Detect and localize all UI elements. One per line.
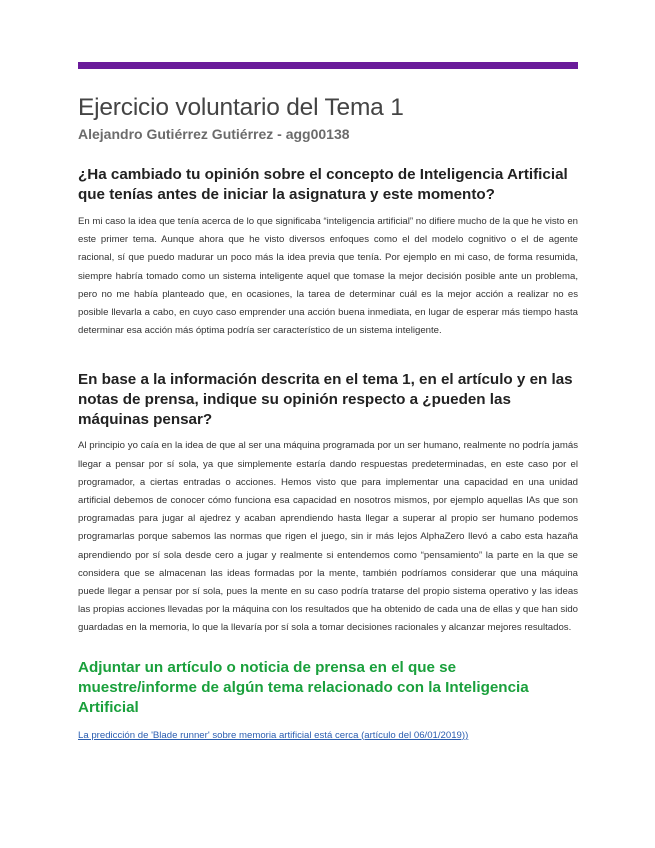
section-heading-3: Adjuntar un artículo o noticia de prensa en el que se muestre/informe de algún tema relacionado con la Inteligencia Artificial (78, 658, 529, 716)
section-body-1: En mi caso la idea que tenía acerca de lo que significaba “inteligencia artificial” no difiere mucho de la que he visto en este primer tema. Aunque ahora que he visto diversos enfoques como el del modelo cognitivo o el de agente racional, sí que puedo madurar un poco más la idea previa que tenía. Por ejemplo en mi caso, de forma resumida, siempre habría tomado como un sistema inteligente aquel que tomase la mejor decisión posible ante un problema, pero no me había planteado que, en ocasiones, la tarea de determinar cuál es la mejor acción a realizar no es posible llevarla a cabo, en cuyo caso emprender una acción buena inmediata, en lugar de esperar más tiempo hasta determinar esa acción más óptima podría ser característico de un sistema inteligente. (78, 216, 578, 337)
author-line: Alejandro Gutiérrez Gutiérrez - agg00138 (78, 126, 350, 142)
article-link[interactable]: La predicción de 'Blade runner' sobre memoria artificial está cerca (artículo del 06/01/2019)) (78, 729, 469, 741)
page-title: Ejercicio voluntario del Tema 1 (78, 94, 404, 121)
document-page (78, 62, 578, 743)
section-heading-2: En base a la información descrita en el tema 1, en el artículo y en las notas de prensa, indique su opinión respecto a ¿pueden las máquinas pensar? (78, 371, 573, 429)
section-body-2: Al principio yo caía en la idea de que al ser una máquina programada por un ser humano, realmente no podría jamás llegar a pensar por sí sola, ya que simplemente estaría dando respuestas predeterminadas, en este caso por el programador, a ciertas entradas o acciones. Hemos visto que para implementar una capacidad en una unidad artificial debemos de conocer cómo funciona esa capacidad en nosotros mismos, por ejemplo aquellas IAs que son programadas para jugar al ajedrez y acaban aprendiendo hasta llegar a superar al propio ser humano podemos programarlas porque sabemos las normas que rigen el juego, sin ir más lejos AlphaZero llevó a cabo esta hazaña aprendiendo por sí sola desde cero a jugar y realmente si entendemos como “pensamiento” la parte en la que se considera que se almacenan las ideas formadas por la mente, también podríamos considerar que una máquina puede llegar a pensar por sí sola, pues la mente en su caso podría tratarse del propio sistema operativo y las ideas las propias acciones llevadas por la máquina con los resultados que ha obtenido de cada una de ellas y que han sido guardadas en la memoria, lo que la llevaría por sí sola a tomar decisiones racionales y alcanzar mejores resultados. (78, 440, 578, 634)
top-divider (78, 62, 578, 69)
section-heading-1: ¿Ha cambiado tu opinión sobre el concepto de Inteligencia Artificial que tenías antes de iniciar la asignatura y este momento? (78, 166, 568, 203)
